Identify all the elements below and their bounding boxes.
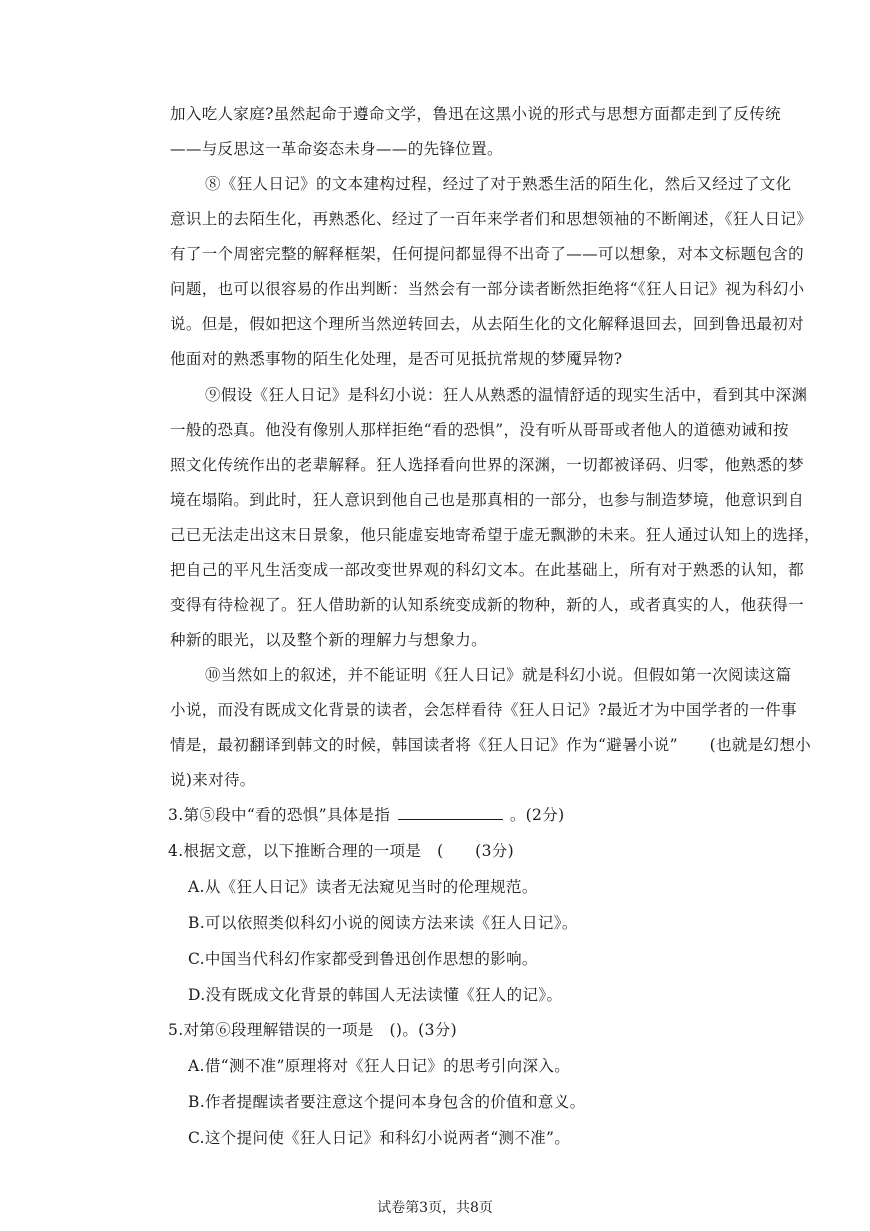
question-3-suffix: 。(2分): [509, 806, 565, 824]
question-4-stem: 4.根据文意，以下推断合理的一项是 ( (3分): [168, 842, 515, 860]
passage-line: 把自己的平凡生活变成一部改变世界观的科幻文本。在此基础上，所有对于熟悉的认知，都: [170, 561, 805, 579]
question-4-option-d: D.没有既成文化背景的韩国人无法读懂《狂人的记》。: [188, 986, 563, 1004]
passage-line: 境在塌陷。到此时，狂人意识到他自己也是那真相的一部分，也参与制造梦境，他意识到自: [170, 491, 805, 509]
question-5-option-c: C.这个提问使《狂人日记》和科幻小说两者“测不准”。: [188, 1129, 571, 1147]
passage-line: 有了一个周密完整的解释框架，任何提问都显得不出奇了——可以想象，对本文标题包含的: [170, 245, 805, 263]
question-4-option-c: C.中国当代科幻作家都受到鲁迅创作思想的影响。: [188, 950, 538, 968]
page-number-footer: 试卷第3页，共8页: [377, 1200, 493, 1216]
passage-line: 种新的眼光，以及整个新的理解力与想象力。: [170, 631, 488, 649]
passage-line: 一般的恐真。他没有像别人那样拒绝“看的恐惧”，没有听从哥哥或者他人的道德劝诫和按: [170, 421, 789, 439]
question-5-option-b: B.作者提醒读者要注意这个提问本身包含的价值和意义。: [188, 1093, 586, 1111]
passage-line: 小说，而没有既成文化背景的读者，会怎样看待《狂人日记》?最近才为中国学者的一件事: [170, 701, 797, 719]
question-3-prefix: 3.第⑤段中“看的恐惧”具体是指: [168, 806, 391, 824]
passage-line: 说。但是，假如把这个理所当然逆转回去，从去陌生化的文化解释退回去，回到鲁迅最初对: [170, 315, 805, 333]
question-5-option-a: A.借“测不准”原理将对《狂人日记》的思考引向深入。: [188, 1057, 571, 1075]
paragraph-10-first-line: ⑩当然如上的叙述，并不能证明《狂人日记》就是科幻小说。但假如第一次阅读这篇: [205, 666, 792, 684]
passage-line: 己已无法走出这末日景象，他只能虚妄地寄希望于虚无飘渺的未来。狂人通过认知上的选择，: [170, 526, 820, 544]
paragraph-9-first-line: ⑨假设《狂人日记》是科幻小说：狂人从熟悉的温情舒适的现实生活中，看到其中深渊: [205, 386, 808, 404]
passage-line: 情是，最初翻译到韩文的时候，韩国读者将《狂人日记》作为“避暑小说” (也就是幻想小: [170, 736, 812, 754]
passage-line: 变得有待检视了。狂人借助新的认知系统变成新的物种，新的人，或者真实的人，他获得一: [170, 596, 805, 614]
passage-line: 照文化传统作出的老辈解释。狂人选择看向世界的深渊，一切都被译码、归零，他熟悉的梦: [170, 456, 805, 474]
passage-line: 加入吃人家庭?虽然起命于遵命文学，鲁迅在这黑小说的形式与思想方面都走到了反传统: [170, 105, 781, 123]
question-5-stem: 5.对第⑥段理解错误的一项是 ()。(3分): [168, 1021, 458, 1039]
question-4-option-a: A.从《狂人日记》读者无法窥见当时的伦理规范。: [188, 878, 538, 896]
answer-blank[interactable]: [398, 805, 503, 820]
passage-line: ——与反思这一革命姿态未身——的先锋位置。: [170, 140, 503, 158]
passage-line: 说)来对待。: [170, 771, 256, 789]
passage-line: 意识上的去陌生化，再熟悉化、经过了一百年来学者们和思想领袖的不断阐述，《狂人日记》: [170, 210, 813, 228]
question-4-option-b: B.可以依照类似科幻小说的阅读方法来读《狂人日记》。: [188, 914, 578, 932]
paragraph-8-first-line: ⑧《狂人日记》的文本建构过程，经过了对于熟悉生活的陌生化，然后又经过了文化: [205, 175, 792, 193]
question-3: [168, 804, 778, 826]
passage-line: 问题，也可以很容易的作出判断：当然会有一部分读者断然拒绝将“《狂人日记》视为科幻小: [170, 280, 805, 298]
passage-line: 他面对的熟悉事物的陌生化处理，是否可见抵抗常规的梦魇异物?: [170, 350, 623, 368]
